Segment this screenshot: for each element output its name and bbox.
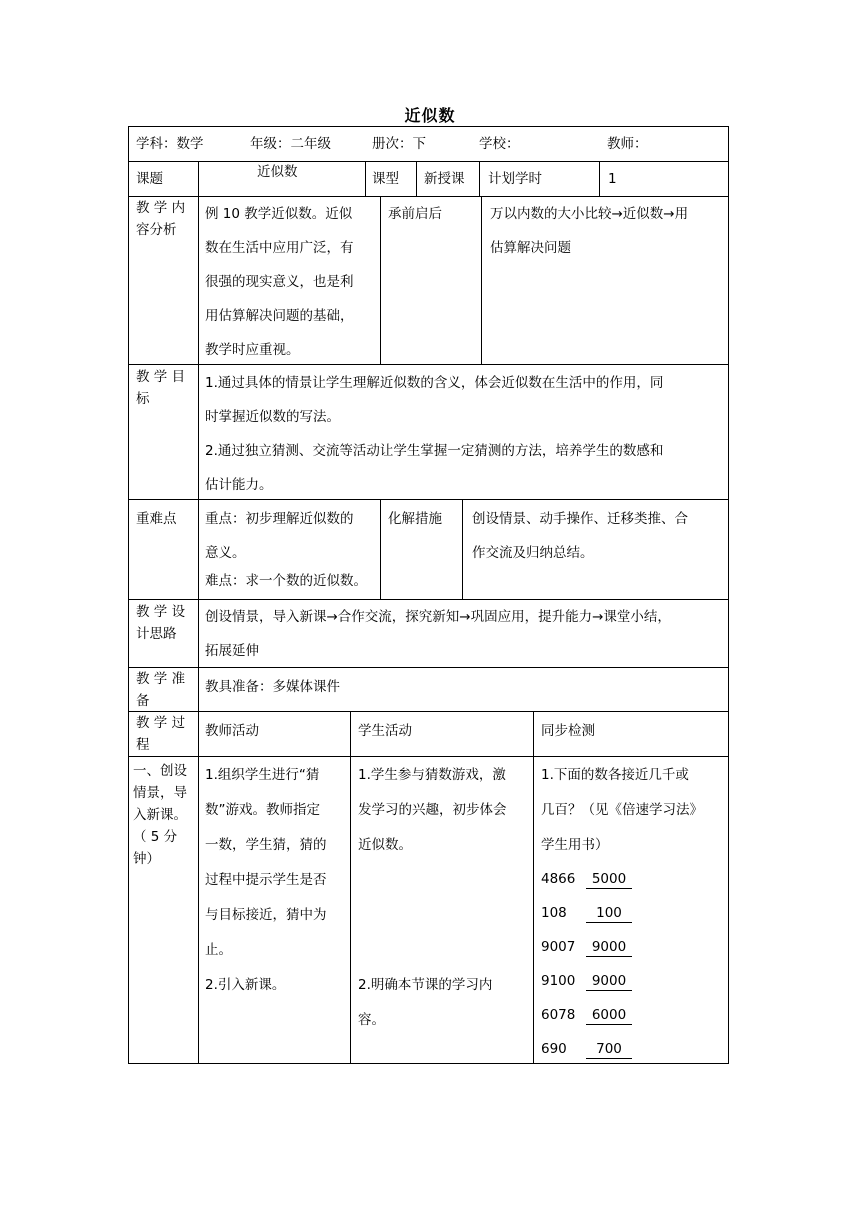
exercise-answer: 9000	[586, 930, 632, 964]
exercise-answer: 700	[586, 1032, 632, 1066]
process-label-2: 程	[136, 737, 150, 753]
goals-label-1: 教 学 目	[136, 369, 186, 385]
exercise-question: 108	[541, 905, 567, 921]
prep-label-1: 教 学 准	[136, 671, 186, 687]
exercise-answer: 6000	[586, 998, 632, 1032]
exercise-answer: 9000	[586, 964, 632, 998]
key-label: 重难点	[136, 511, 177, 527]
lesson-type-value: 新授课	[424, 171, 465, 187]
school-field: 学校：	[479, 136, 520, 152]
prep-value: 教具准备：多媒体课件	[205, 679, 340, 695]
exercise-answer: 100	[586, 896, 632, 930]
subject-field: 学科：数学	[136, 136, 204, 152]
student-activity-header: 学生活动	[358, 723, 412, 739]
exercise-question: 9100	[541, 973, 576, 989]
teacher-activity-header: 教师活动	[205, 723, 259, 739]
exercise-answer: 5000	[586, 862, 632, 896]
sync-check-header: 同步检测	[541, 723, 595, 739]
exercise-question: 4866	[541, 871, 576, 887]
analysis-label-1: 教 学 内	[136, 200, 186, 216]
design-label-1: 教 学 设	[136, 604, 186, 620]
goals-label-2: 标	[136, 391, 150, 407]
document-title: 近似数	[404, 106, 456, 125]
analysis-label-2: 容分析	[136, 222, 177, 238]
lesson-type-label: 课型	[372, 171, 399, 187]
volume-field: 册次：下	[372, 136, 426, 152]
link-label: 承前启后	[388, 206, 442, 222]
exercise-question: 6078	[541, 1007, 576, 1023]
exercise-question: 690	[541, 1041, 567, 1057]
topic-label: 课题	[136, 171, 163, 187]
teacher-field: 教师：	[607, 136, 648, 152]
measure-label: 化解措施	[388, 511, 442, 527]
prep-label-2: 备	[136, 693, 150, 709]
design-label-2: 计思路	[136, 626, 177, 642]
hours-value: 1	[608, 171, 617, 187]
process-label-1: 教 学 过	[136, 715, 186, 731]
exercise-question: 9007	[541, 939, 576, 955]
grade-field: 年级：二年级	[250, 136, 331, 152]
topic-value: 近似数	[257, 164, 298, 180]
hours-label: 计划学时	[488, 171, 542, 187]
